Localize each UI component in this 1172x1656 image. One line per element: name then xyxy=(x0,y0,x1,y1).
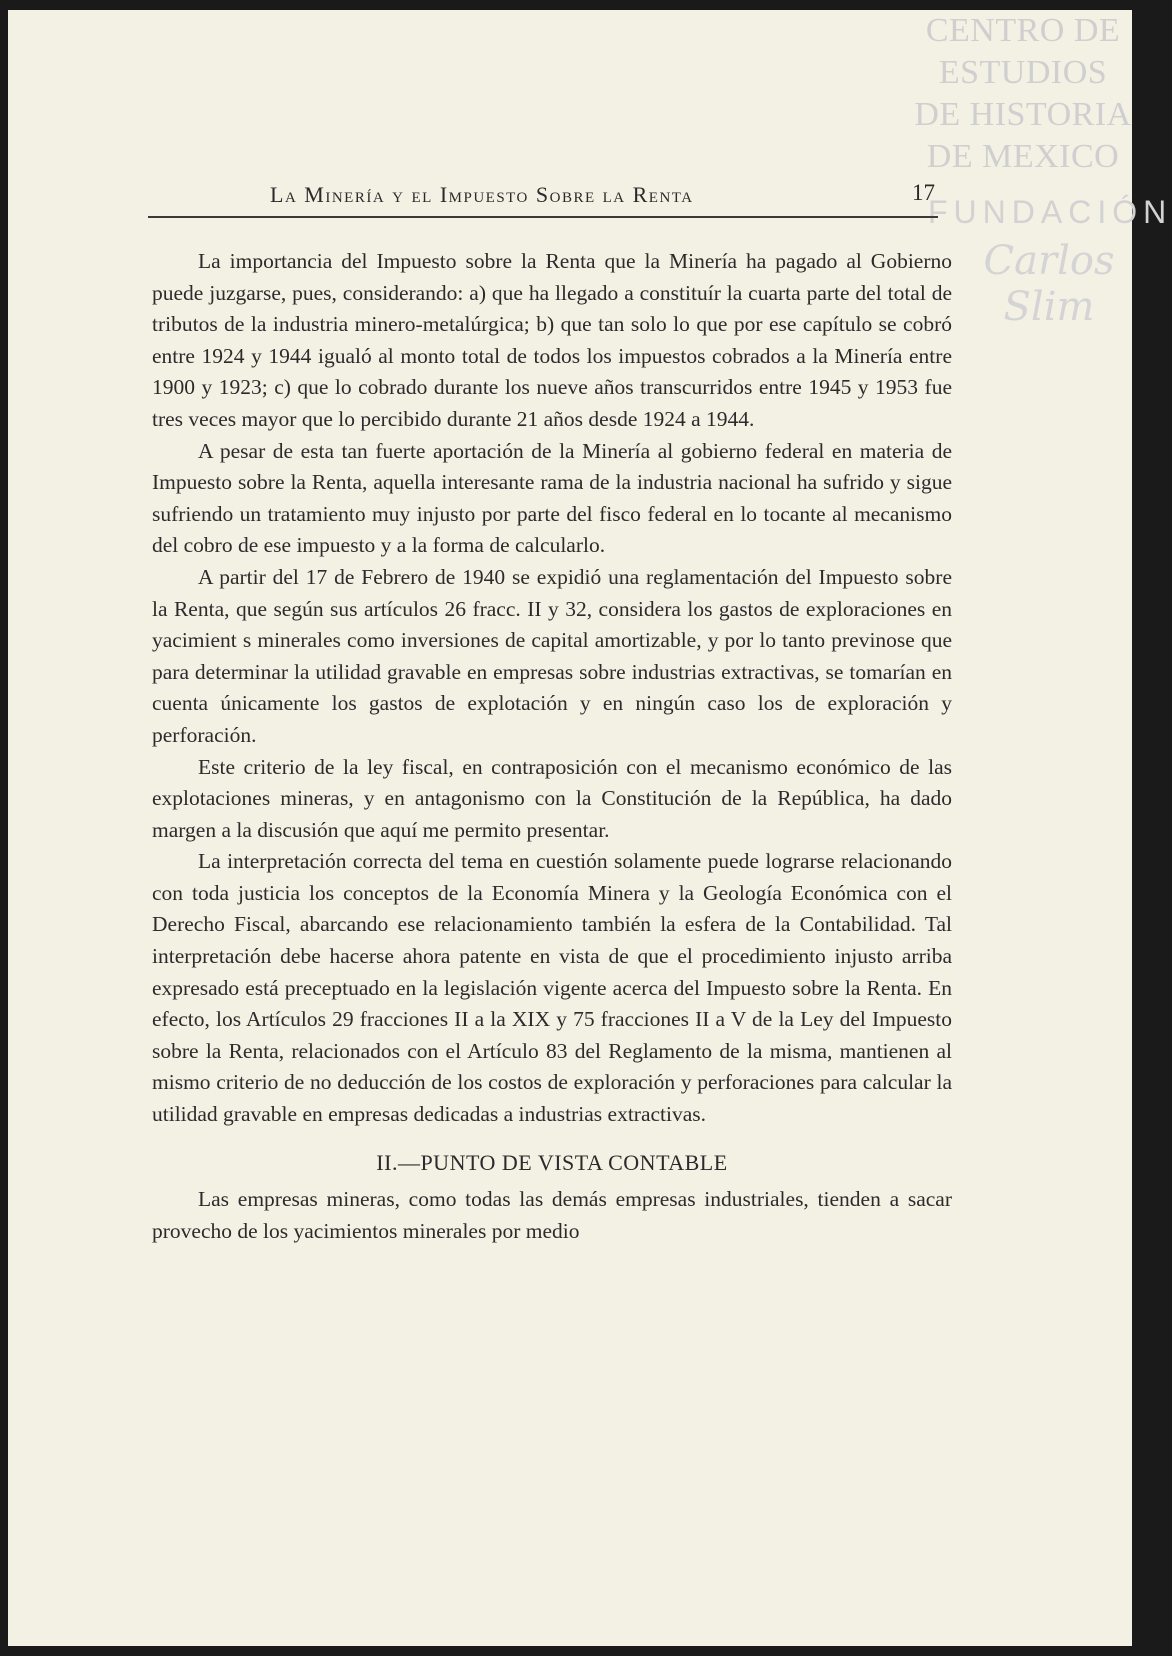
watermark-foundation: FUNDACIÓN xyxy=(928,194,1172,230)
body-text xyxy=(152,246,952,1247)
document-page xyxy=(8,10,1172,1646)
paragraph: Este criterio de la ley fiscal, en contraposición con el mecanismo económico de las explotaciones mineras, y en antagonismo con la Constitución de la República, ha dado margen a la discusión que aquí me permito presentar. xyxy=(152,754,952,842)
header-rule xyxy=(148,216,938,218)
paragraph: La importancia del Impuesto sobre la Renta que la Minería ha pagado al Gobierno puede juzgarse, pues, considerando: a) que ha llegado a constituír la cuarta parte del total de tributos de la industria minero-metalúrgica; b) que tan solo lo que por ese capítulo se cobró entre 1924 y 1944 igualó al monto total de todos los impuestos cobrados a la Minería entre 1900 y 1923; c) que lo cobrado durante los nueve años transcurridos entre 1945 y 1953 fue tres veces mayor que lo percibido durante 21 años desde 1924 a 1944. xyxy=(152,249,952,431)
page-number: 17 xyxy=(912,180,935,205)
running-title: La Minería y el Impuesto Sobre la Renta xyxy=(270,182,694,207)
paragraph: La interpretación correcta del tema en cuestión solamente puede lograrse relacionando con toda justicia los conceptos de la Economía Minera y la Geología Económica con el Derecho Fiscal, abarcando ese relacionamiento también la esfera de la Contabilidad. Tal interpretación debe hacerse ahora patente en vista de que el procedimiento injusto arriba expresado está preceptuado en la legislación vigente acerca del Impuesto sobre la Renta. En efecto, los Artículos 29 fracciones II a la XIX y 75 fracciones II a V de la Ley del Impuesto sobre la Renta, relacionados con el Artículo 83 del Reglamento de la misma, mantienen al mismo criterio de no deducción de los costos de exploración y perforaciones para calcular la utilidad gravable en empresas dedicadas a industrias extractivas. xyxy=(152,849,952,1127)
paragraph: A pesar de esta tan fuerte aportación de la Minería al gobierno federal en materia de Impuesto sobre la Renta, aquella interesante rama de la industria nacional ha sufrido y sigue sufriendo un tratamiento muy injusto por parte del fisco federal en lo tocante al mecanismo del cobro de ese impuesto y a la forma de calcularlo. xyxy=(152,438,952,558)
watermark-line: CENTRO DE xyxy=(925,12,1121,49)
paragraph: Las empresas mineras, como todas las demás empresas industriales, tienden a sacar provecho de los yacimientos minerales por medio xyxy=(152,1187,952,1243)
watermark-line: DE MEXICO xyxy=(926,138,1120,175)
watermark-signature: Carlos Slim xyxy=(983,238,1115,330)
watermark-line: ESTUDIOS xyxy=(938,54,1108,91)
paragraph: A partir del 17 de Febrero de 1940 se expidió una reglamentación del Impuesto sobre la Renta, que según sus artículos 26 fracc. II y 32, considera los gastos de exploraciones en yacimient s minerales como inversiones de capital amortizable, y por lo tanto previnose que para determinar la utilidad gravable en empresas sobre industrias extractivas, se tomarían en cuenta únicamente los gastos de explotación y en ningún caso los de exploración y perforación. xyxy=(152,564,952,747)
section-heading: II.—PUNTO DE VISTA CONTABLE xyxy=(376,1149,728,1175)
scan-border xyxy=(0,1646,1140,1656)
watermark-line: DE HISTORIA xyxy=(914,96,1132,133)
